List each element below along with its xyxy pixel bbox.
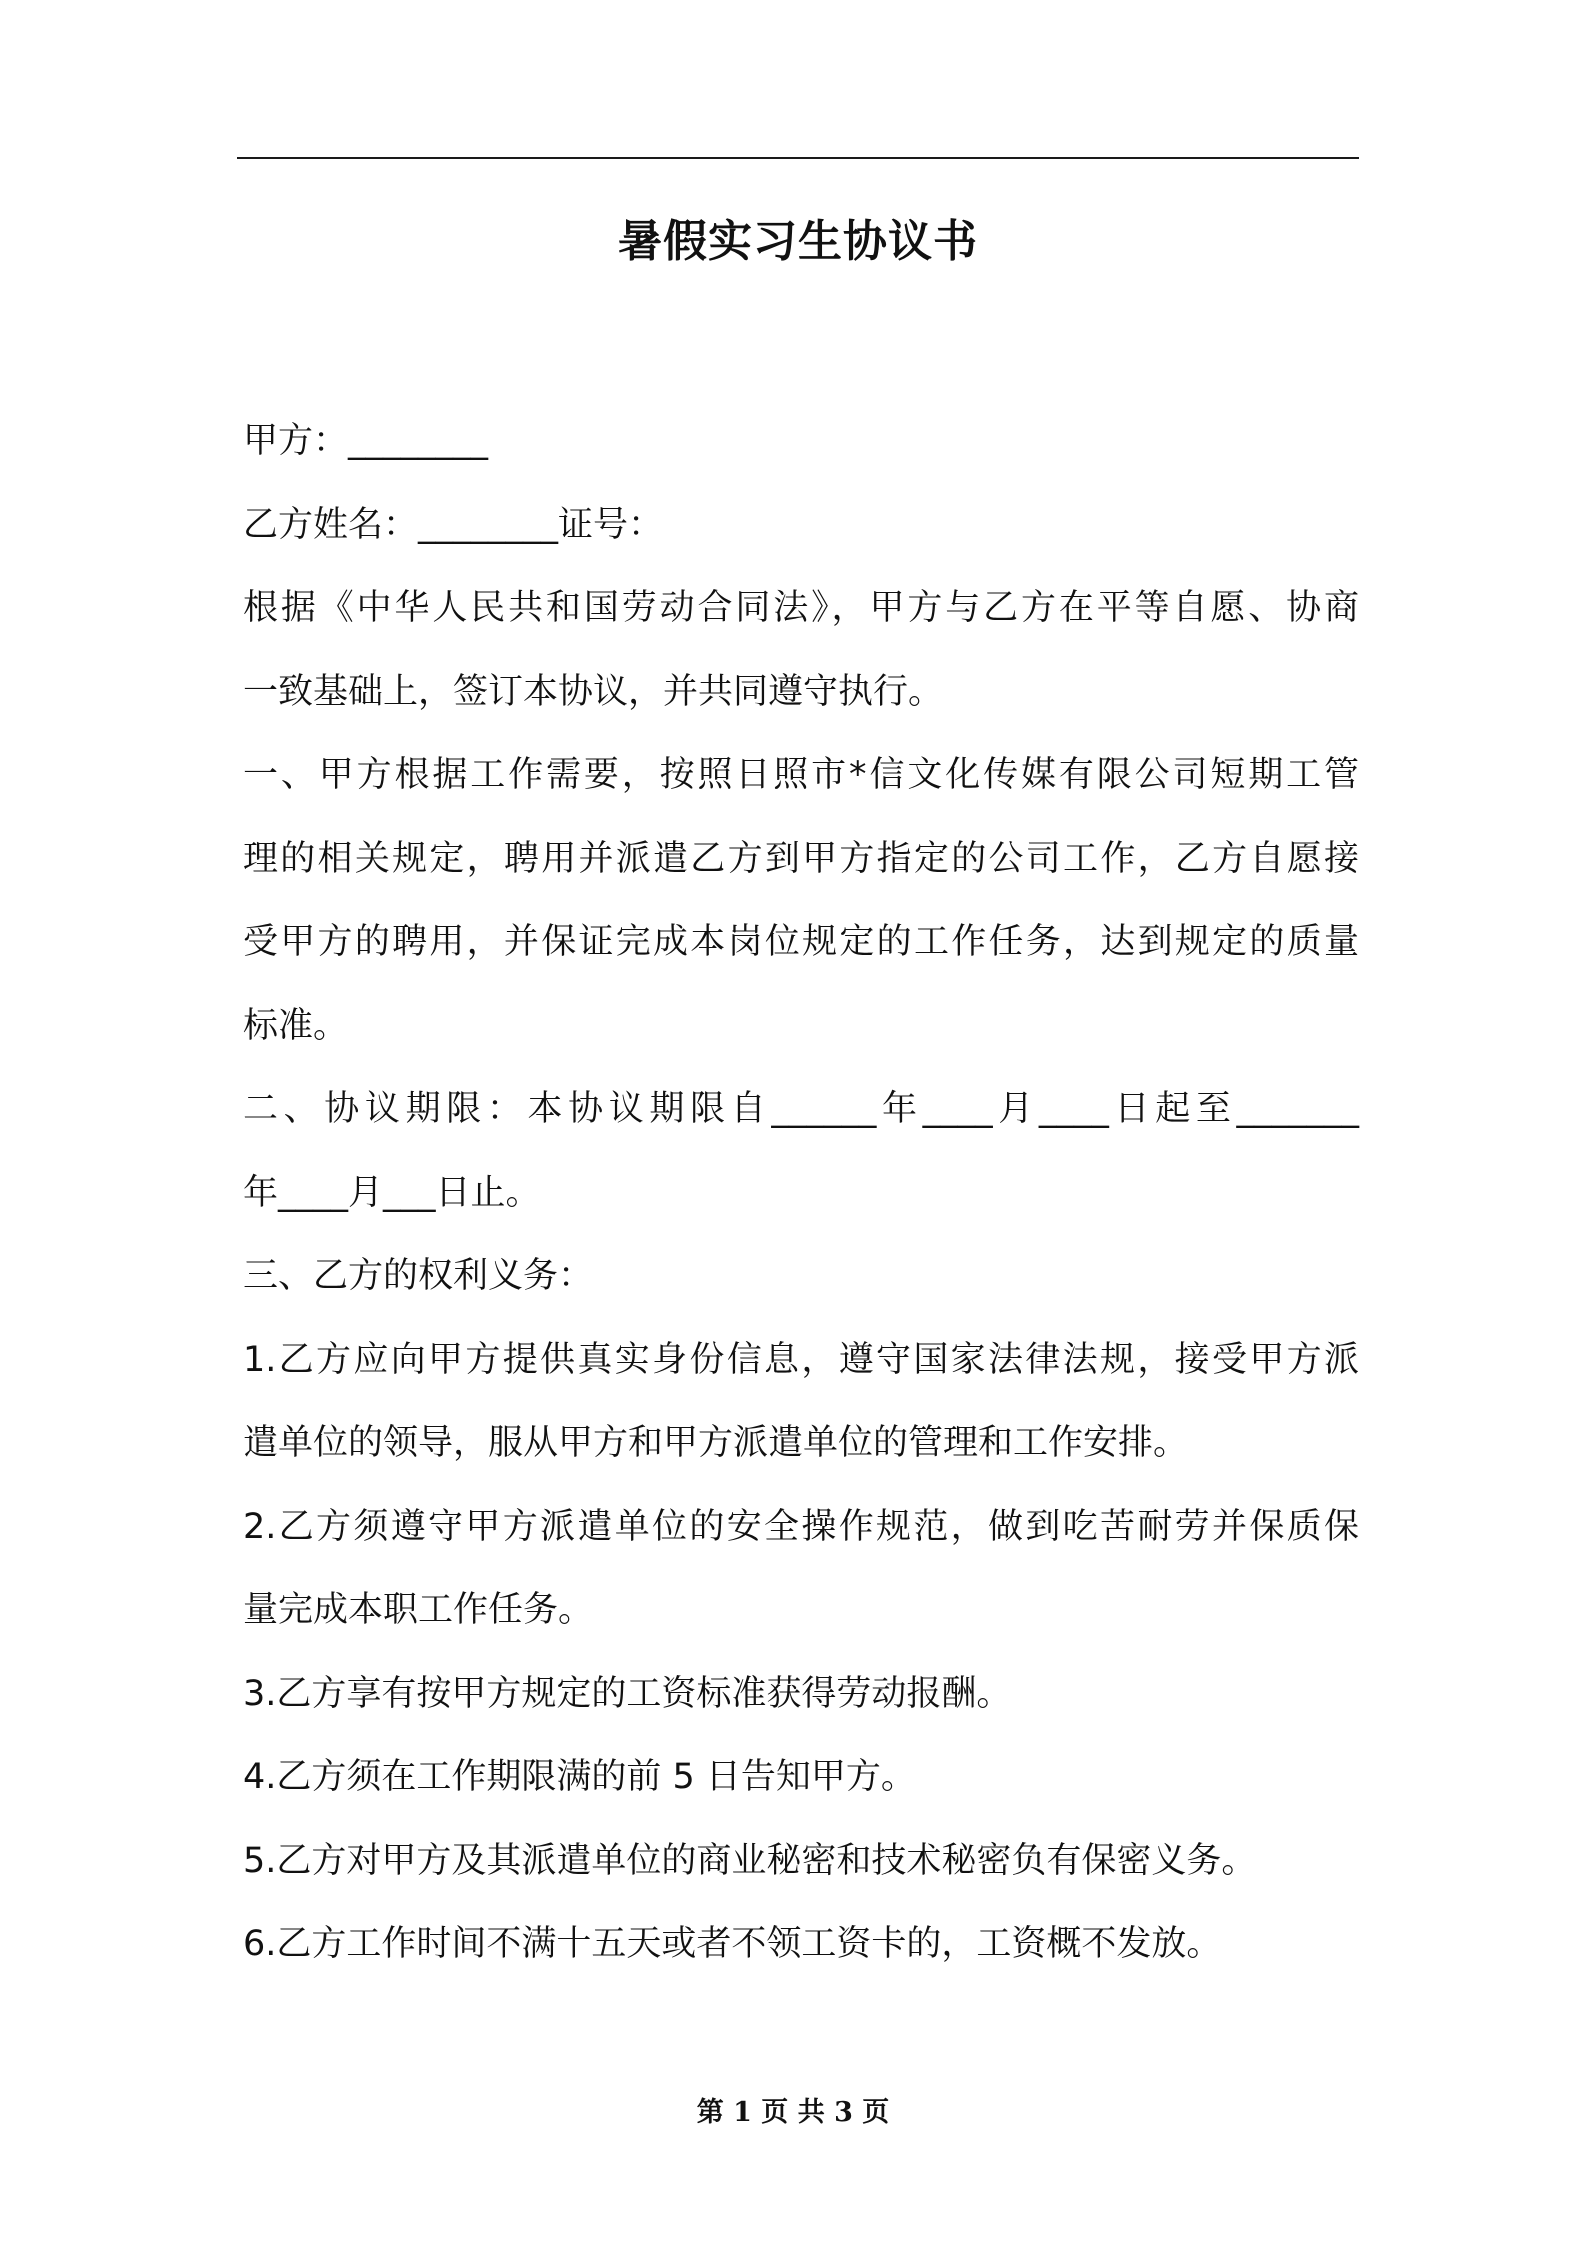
document-body xyxy=(243,400,1359,1987)
page-number-footer: 第 1 页 共 3 页 xyxy=(696,2097,890,2128)
clause-1-line-2: 理的相关规定，聘用并派遣乙方到甲方指定的公司工作，乙方自愿接 xyxy=(243,838,1359,879)
party-b-line: 乙方姓名：________证号： xyxy=(243,504,664,545)
preamble-line-1: 根据《中华人民共和国劳动合同法》，甲方与乙方在平等自愿、协商 xyxy=(243,588,1359,628)
item-1-line-1: 1.乙方应向甲方提供真实身份信息，遵守国家法律法规，接受甲方派 xyxy=(243,1339,1359,1380)
preamble-line-2: 一致基础上，签订本协议，并共同遵守执行。 xyxy=(243,671,944,712)
item-4-line: 4.乙方须在工作期限满的前 5 日告知甲方。 xyxy=(243,1757,916,1797)
clause-3-heading: 三、乙方的权利义务： xyxy=(243,1256,594,1296)
item-2-line-2: 量完成本职工作任务。 xyxy=(243,1590,594,1630)
item-6-line: 6.乙方工作时间不满十五天或者不领工资卡的，工资概不发放。 xyxy=(243,1924,1222,1964)
clause-2-line-2: 年____月___日止。 xyxy=(243,1172,541,1213)
item-1-line-2: 遣单位的领导，服从甲方和甲方派遣单位的管理和工作安排。 xyxy=(243,1423,1189,1463)
header-rule xyxy=(237,157,1359,159)
clause-1-line-4: 标准。 xyxy=(243,1005,349,1046)
item-5-line: 5.乙方对甲方及其派遣单位的商业秘密和技术秘密负有保密义务。 xyxy=(243,1840,1257,1881)
clause-1-line-3: 受甲方的聘用，并保证完成本岗位规定的工作任务，达到规定的质量 xyxy=(243,922,1359,962)
clause-1-line-1: 一、甲方根据工作需要，按照日照市*信文化传媒有限公司短期工管 xyxy=(243,755,1359,795)
item-3-line: 3.乙方享有按甲方规定的工资标准获得劳动报酬。 xyxy=(243,1673,1012,1714)
clause-2-line-1: 二、协议期限：本协议期限自______年____月____日起至_______ xyxy=(243,1089,1359,1129)
item-2-line-1: 2.乙方须遵守甲方派遣单位的安全操作规范，做到吃苦耐劳并保质保 xyxy=(243,1506,1359,1547)
document-title: 暑假实习生协议书 xyxy=(618,216,978,267)
party-a-line: 甲方：________ xyxy=(243,421,489,461)
